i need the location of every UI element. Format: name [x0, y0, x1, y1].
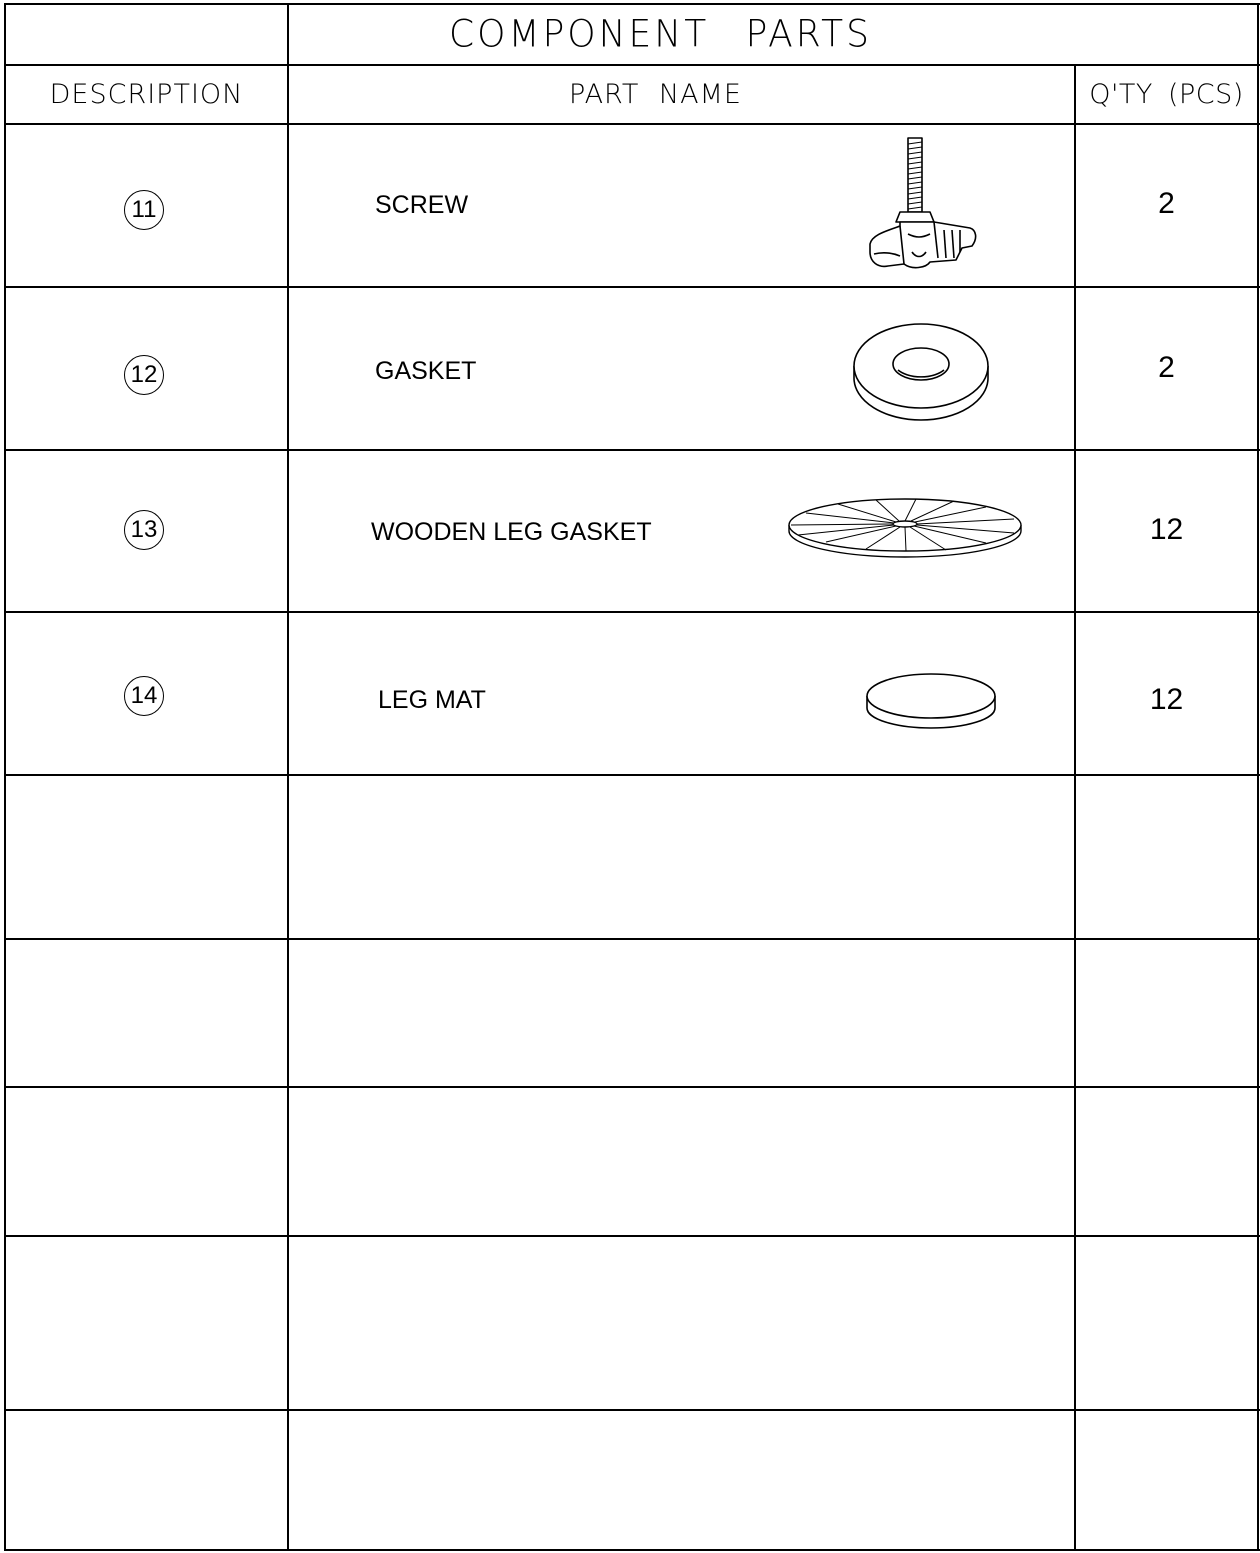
- table-row: [6, 125, 1257, 286]
- row-divider: [4, 1235, 1260, 1237]
- washer-icon: [850, 316, 992, 426]
- part-name-label: WOODEN LEG GASKET: [371, 517, 652, 546]
- leg-gasket-icon: [786, 495, 1024, 563]
- row-number-badge: 12: [124, 355, 164, 395]
- row-number-cell: [124, 190, 164, 230]
- qty-value: 12: [1149, 513, 1184, 546]
- row-divider: [4, 449, 1260, 451]
- part-name-label: SCREW: [375, 190, 469, 219]
- row-number-cell: [124, 510, 164, 550]
- column-header-part-name: PART NAME: [569, 79, 742, 110]
- column-header-qty: Q'TY (PCS): [1089, 79, 1244, 110]
- table-border-bottom: [4, 1549, 1260, 1551]
- row-divider: [4, 611, 1260, 613]
- column-divider-qty: [1074, 64, 1076, 1551]
- row-number-cell: [124, 676, 164, 716]
- row-divider: [4, 1086, 1260, 1088]
- qty-value: 2: [1158, 351, 1175, 384]
- row-number-badge: 14: [124, 676, 164, 716]
- table-border-right: [1257, 3, 1259, 1551]
- qty-value: 12: [1149, 683, 1184, 716]
- row-divider: [4, 1409, 1260, 1411]
- qty-value: 2: [1158, 187, 1175, 220]
- table-title: COMPONENT PARTS: [449, 12, 872, 57]
- leg-mat-icon: [864, 670, 998, 732]
- row-number-badge: 13: [124, 510, 164, 550]
- thumb-screw-icon: [860, 134, 980, 274]
- row-divider: [4, 286, 1260, 288]
- part-name-label: LEG MAT: [378, 685, 486, 714]
- row-divider: [4, 938, 1260, 940]
- row-divider: [4, 774, 1260, 776]
- row-number-badge: 11: [124, 190, 164, 230]
- part-name-label: GASKET: [375, 356, 477, 385]
- row-number-cell: [124, 355, 164, 395]
- column-header-description: DESCRIPTION: [49, 79, 244, 110]
